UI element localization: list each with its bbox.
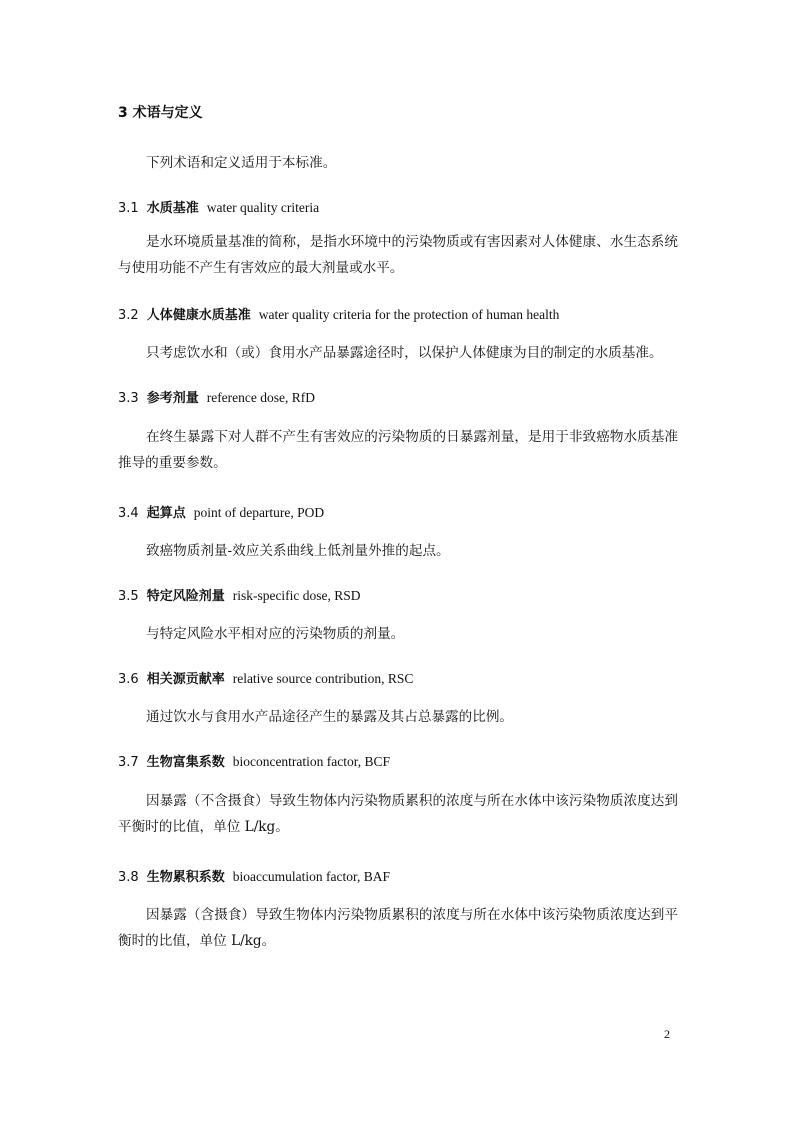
term-definition-3-8: 因暴露（含摄食）导致生物体内污染物质累积的浓度与所在水体中该污染物质浓度达到平衡时的比值，单位 L/kg。 [118, 907, 678, 949]
term-definition-3-4: 致癌物质剂量-效应关系曲线上低剂量外推的起点。 [146, 543, 450, 559]
term-number: 3.3 [118, 391, 139, 406]
term-english: relative source contribution, RSC [232, 671, 414, 686]
term-chinese: 水质基准 [146, 201, 199, 216]
term-heading-3-8 [118, 866, 390, 885]
term-definition-3-7: 因暴露（不含摄食）导致生物体内污染物质累积的浓度与所在水体中该污染物质浓度达到平衡时的比值，单位 L/kg。 [118, 793, 678, 835]
term-chinese: 相关源贡献率 [146, 672, 225, 687]
term-chinese: 生物富集系数 [146, 755, 225, 770]
term-english: water quality criteria for the protection of human health [258, 307, 560, 322]
term-number: 3.6 [118, 672, 139, 687]
term-english: water quality criteria [206, 200, 320, 215]
term-english: risk-specific dose, RSD [232, 588, 361, 603]
term-chinese: 特定风险剂量 [146, 589, 225, 604]
term-heading-3-3 [118, 387, 315, 406]
section-title: 3 术语与定义 [118, 105, 203, 121]
term-heading-3-7 [118, 751, 390, 770]
term-english: point of departure, POD [193, 505, 325, 520]
term-heading-3-5 [118, 585, 361, 604]
term-number: 3.1 [118, 201, 139, 216]
term-definition-3-3: 在终生暴露下对人群不产生有害效应的污染物质的日暴露剂量，是用于非致癌物水质基准推导的重要参数。 [118, 429, 678, 471]
term-number: 3.7 [118, 755, 139, 770]
term-definition-3-6: 通过饮水与食用水产品途径产生的暴露及其占总暴露的比例。 [146, 709, 514, 725]
term-english: bioconcentration factor, BCF [232, 754, 390, 769]
term-number: 3.8 [118, 870, 139, 885]
term-number: 3.5 [118, 589, 139, 604]
term-chinese: 人体健康水质基准 [146, 308, 251, 323]
term-heading-3-6 [118, 668, 413, 687]
section-intro: 下列术语和定义适用于本标准。 [146, 155, 337, 171]
term-chinese: 参考剂量 [146, 391, 199, 406]
term-chinese: 起算点 [146, 506, 186, 521]
term-heading-3-1 [118, 197, 319, 216]
term-number: 3.4 [118, 506, 139, 521]
term-heading-3-4 [118, 502, 324, 521]
term-definition-3-1: 是水环境质量基准的简称，是指水环境中的污染物质或有害因素对人体健康、水生态系统与使用功能不产生有害效应的最大剂量或水平。 [118, 234, 678, 276]
term-number: 3.2 [118, 308, 139, 323]
page-number: 2 [664, 1027, 670, 1041]
term-definition-3-2: 只考虑饮水和（或）食用水产品暴露途径时，以保护人体健康为目的制定的水质基准。 [146, 345, 663, 361]
term-heading-3-2 [118, 304, 559, 323]
term-english: bioaccumulation factor, BAF [232, 869, 390, 884]
term-english: reference dose, RfD [206, 390, 316, 405]
term-definition-3-5: 与特定风险水平相对应的污染物质的剂量。 [146, 626, 405, 642]
term-chinese: 生物累积系数 [146, 870, 225, 885]
